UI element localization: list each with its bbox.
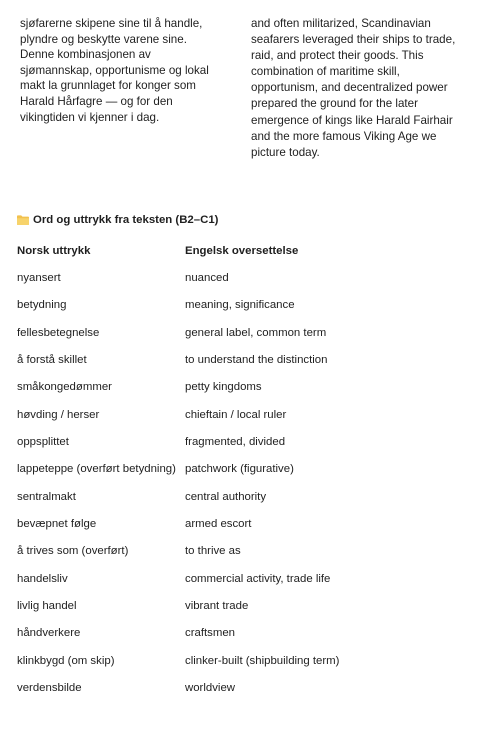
table-row (17, 620, 457, 647)
table-row (17, 592, 457, 619)
norwegian-term: sentralmakt (17, 490, 76, 503)
english-line: and the more famous Viking Age we (251, 129, 437, 143)
table-row (17, 647, 457, 674)
norwegian-term: livlig handel (17, 600, 77, 613)
english-line: prepared the ground for the later (251, 97, 418, 111)
norwegian-term: å trives som (overført) (17, 545, 129, 558)
table-row (17, 401, 457, 428)
table-row (17, 675, 457, 702)
norwegian-term: bevæpnet følge (17, 518, 97, 531)
english-line: opportunism, and decentralized power (251, 81, 448, 95)
norwegian-line: makt la grunnlaget for konger som (20, 79, 196, 93)
column-header-norwegian: Norsk uttrykk (17, 244, 91, 257)
parallel-text (20, 16, 466, 166)
table-row (17, 428, 457, 455)
norwegian-term: oppsplittet (17, 436, 69, 449)
norwegian-line: Denne kombinasjonen av (20, 48, 151, 62)
norwegian-line: plyndre og beskytte varene sine. (20, 32, 187, 46)
table-row (17, 292, 457, 319)
english-translation: craftsmen (185, 627, 236, 640)
table-row (17, 538, 457, 565)
english-translation: commercial activity, trade life (185, 572, 331, 585)
english-translation: petty kingdoms (185, 381, 262, 394)
vocab-heading (17, 212, 457, 228)
english-translation: central authority (185, 490, 267, 503)
table-row (17, 510, 457, 537)
table-row (17, 483, 457, 510)
norwegian-term: å forstå skillet (17, 354, 87, 367)
table-row (17, 264, 457, 291)
english-line: raid, and protect their goods. This (251, 49, 424, 63)
norwegian-term: høvding / herser (17, 408, 100, 421)
norwegian-term: verdensbilde (17, 682, 82, 695)
english-translation: meaning, significance (185, 299, 295, 312)
english-line: emergence of kings like Harald Fairhair (251, 113, 453, 127)
vocab-header-row (17, 237, 457, 264)
english-line: and often militarized, Scandinavian (251, 17, 431, 30)
norwegian-term: håndverkere (17, 627, 81, 640)
english-line: seafarers leveraged their ships to trade, (251, 33, 456, 47)
norwegian-paragraph (20, 16, 225, 125)
english-translation: fragmented, divided (185, 436, 286, 449)
english-paragraph (251, 16, 466, 161)
table-row (17, 374, 457, 401)
norwegian-line: vikingtiden vi kjenner i dag. (20, 110, 160, 124)
english-translation: clinker-built (shipbuilding term) (185, 654, 340, 667)
english-translation: patchwork (figurative) (185, 463, 294, 476)
norwegian-term: fellesbetegnelse (17, 326, 100, 339)
folder-icon (17, 215, 29, 225)
english-translation: general label, common term (185, 326, 327, 339)
table-row (17, 346, 457, 373)
column-header-english: Engelsk oversettelse (185, 244, 299, 257)
norwegian-term: betydning (17, 299, 67, 312)
vocab-table (17, 237, 457, 702)
norwegian-term: nyansert (17, 272, 61, 285)
table-row (17, 319, 457, 346)
norwegian-term: handelsliv (17, 572, 68, 585)
table-row (17, 456, 457, 483)
english-translation: chieftain / local ruler (185, 408, 287, 421)
english-translation: vibrant trade (185, 600, 249, 613)
english-line: picture today. (251, 145, 320, 159)
norwegian-term: lappeteppe (overført betydning) (17, 463, 176, 476)
english-line: combination of maritime skill, (251, 65, 400, 79)
norwegian-term: klinkbygd (om skip) (17, 654, 115, 667)
table-row (17, 565, 457, 592)
english-translation: worldview (185, 682, 236, 695)
vocab-heading-text: Ord og uttrykk fra teksten (B2–C1) (33, 214, 219, 226)
norwegian-line: Harald Hårfagre — og for den (20, 94, 173, 108)
norwegian-term: småkongedømmer (17, 381, 112, 394)
english-translation: armed escort (185, 518, 252, 531)
english-translation: to thrive as (185, 545, 241, 558)
english-translation: to understand the distinction (185, 354, 328, 367)
norwegian-line: sjømannskap, opportunisme og lokal (20, 63, 209, 77)
norwegian-line: sjøfarerne skipene sine til å handle, (20, 17, 203, 30)
english-translation: nuanced (185, 272, 229, 285)
